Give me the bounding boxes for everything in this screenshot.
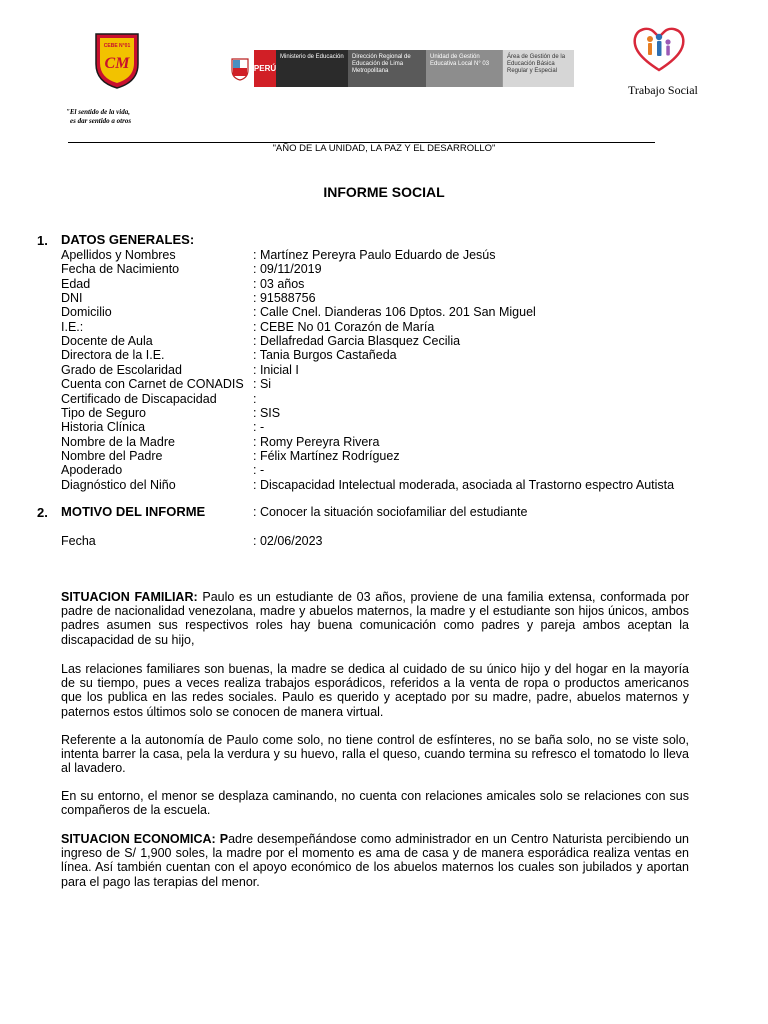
year-motto: "AÑO DE LA UNIDAD, LA PAZ Y EL DESARROLLO" <box>272 143 496 154</box>
gov-ugel-label: Unidad de Gestión Educativa Local N° 03 <box>426 50 502 87</box>
school-logo <box>92 30 142 90</box>
general-data-label: Certificado de Discapacidad <box>61 391 217 406</box>
general-data-row <box>61 305 536 319</box>
family-situation-paragraph <box>61 590 689 647</box>
family-relations-paragraph: Las relaciones familiares son buenas, la madre se dedica al cuidado de su único hijo y del hogar en la mayoría de su tiempo, pues a veces realiza trabajos esporádicos, referidos a la venta de ropa o productos americanos que los publica en las redes sociales. Paulo es querido y aceptado por su madre, padre, abuelos maternos y paternos estos últimos solo se conocen de manera virtual. <box>61 662 689 719</box>
government-banner <box>226 50 582 87</box>
general-data-label: Directora de la I.E. <box>61 348 165 363</box>
general-data-label: Edad <box>61 276 91 291</box>
general-data-value: : Romy Pereyra Rivera <box>253 434 380 449</box>
general-data-row <box>61 363 299 377</box>
general-data-value: : Félix Martínez Rodríguez <box>253 448 400 463</box>
general-data-label: Grado de Escolaridad <box>61 362 182 377</box>
general-data-value: : 91588756 <box>253 291 316 306</box>
social-work-heart-logo <box>630 24 688 74</box>
general-data-row <box>61 406 280 420</box>
economic-situation-heading: SITUACION ECONOMICA: P <box>61 832 229 846</box>
school-logo-initials: CM <box>104 55 130 72</box>
general-data-value: : Si <box>253 377 272 392</box>
section-1-number: 1. <box>37 233 48 248</box>
general-data-label: Nombre de la Madre <box>61 434 175 449</box>
general-data-label: Apellidos y Nombres <box>61 248 176 262</box>
section-1-title: DATOS GENERALES: <box>61 232 195 247</box>
general-data-value: : Martínez Pereyra Paulo Eduardo de Jesús <box>253 248 496 262</box>
general-data-value: : Calle Cnel. Dianderas 106 Dptos. 201 San Miguel <box>253 305 536 320</box>
document-title: INFORME SOCIAL <box>323 184 445 200</box>
general-data-row <box>61 348 397 362</box>
general-data-label: I.E.: <box>61 319 84 334</box>
gov-dre-label: Dirección Regional de Educación de Lima Metropolitana <box>348 50 426 87</box>
general-data-label: Tipo de Seguro <box>61 405 147 420</box>
environment-paragraph: En su entorno, el menor se desplaza caminando, no cuenta con relaciones amicales solo se relaciones con sus compañeros de la escuela. <box>61 789 689 818</box>
general-data-label: DNI <box>61 291 83 306</box>
general-data-label: Nombre del Padre <box>61 448 163 463</box>
general-data-row <box>61 449 400 463</box>
date-row <box>61 534 323 548</box>
general-data-row <box>61 248 496 262</box>
general-data-row <box>61 392 256 406</box>
general-data-value: : Discapacidad Intelectual moderada, asociada al Trastorno espectro Autista <box>253 477 675 492</box>
general-data-value: : Inicial I <box>253 362 299 377</box>
general-data-row <box>61 377 271 391</box>
date-value: : 02/06/2023 <box>253 534 323 548</box>
general-data-label: Diagnóstico del Niño <box>61 477 176 492</box>
general-data-value: : 09/11/2019 <box>253 262 322 277</box>
general-data-row <box>61 320 434 334</box>
general-data-value: : <box>253 391 257 406</box>
family-situation-heading: SITUACION FAMILIAR: <box>61 590 198 604</box>
peru-coat-of-arms-icon <box>226 50 254 87</box>
general-data-value: : - <box>253 420 265 435</box>
general-data-row <box>61 334 460 348</box>
general-data-label: Historia Clínica <box>61 420 146 435</box>
general-data-value: : Dellafredad Garcia Blasquez Cecilia <box>253 334 461 349</box>
general-data-row <box>61 435 379 449</box>
section-1-heading <box>37 232 195 250</box>
economic-situation-paragraph <box>61 832 689 889</box>
autonomy-paragraph: Referente a la autonomía de Paulo come solo, no tiene control de esfínteres, no se baña solo, no se viste solo, intenta barrer la casa, pela la verdura y su huevo, ralla el queso, cuando termina su refresco el tomatodo lo lleva al lavadero. <box>61 733 689 776</box>
general-data-row <box>61 478 674 492</box>
general-data-label: Docente de Aula <box>61 334 153 349</box>
gov-country-label: PERÚ <box>254 50 276 87</box>
general-data-value: : SIS <box>253 405 281 420</box>
economic-situation-text: adre desempeñándose como administrador en un Centro Naturista percibiendo un ingreso de S/ 1,900 soles, la madre por el momento es ama de casa y de manera esporádica realiza ventas en línea. Así también cuentan con el apoyo económico de los abuelos maternos los cuales son jubilados y aportan para el pago las terapias del menor. <box>61 832 689 889</box>
general-data-row <box>61 420 264 434</box>
general-data-label: Fecha de Nacimiento <box>61 262 180 277</box>
family-situation-text: Paulo es un estudiante de 03 años, proviene de una familia extensa, conformada por padre de nacionalidad venezolana, madre y abuelos maternos, la madre y el estudiante son hijos únicos, ambos padres asumen sus respectivos roles hay buena comunicación como padres y pareja ambos aceptan la discapacidad de su hijo, <box>61 590 689 647</box>
general-data-value: : 03 años <box>253 276 305 291</box>
motto-line-2: es dar sentido a otros <box>70 117 132 125</box>
gov-ministry-label: Ministerio de Educación <box>276 50 348 87</box>
section-2-number: 2. <box>37 505 48 520</box>
date-label: Fecha <box>61 534 96 548</box>
social-work-label: Trabajo Social <box>628 83 698 97</box>
section-2-value: : Conocer la situación sociofamiliar del estudiante <box>253 505 528 519</box>
general-data-value: : Tania Burgos Castañeda <box>253 348 397 363</box>
general-data-row <box>61 463 264 477</box>
general-data-label: Apoderado <box>61 463 123 478</box>
school-logo-label: CEBE N°01 <box>103 43 131 49</box>
general-data-value: : - <box>253 463 265 478</box>
section-2-title: MOTIVO DEL INFORME <box>61 504 206 519</box>
general-data-row <box>61 262 322 276</box>
general-data-label: Domicilio <box>61 305 112 320</box>
school-motto <box>66 108 131 126</box>
section-2-heading <box>37 504 737 522</box>
general-data-row <box>61 291 316 305</box>
general-data-label: Cuenta con Carnet de CONADIS <box>61 377 244 392</box>
general-data-row <box>61 277 304 291</box>
motto-line-1: "El sentido de la vida, <box>66 108 130 116</box>
gov-area-label: Área de Gestión de la Educación Básica Regular y Especial <box>502 50 574 87</box>
general-data-value: : CEBE No 01 Corazón de María <box>253 319 435 334</box>
